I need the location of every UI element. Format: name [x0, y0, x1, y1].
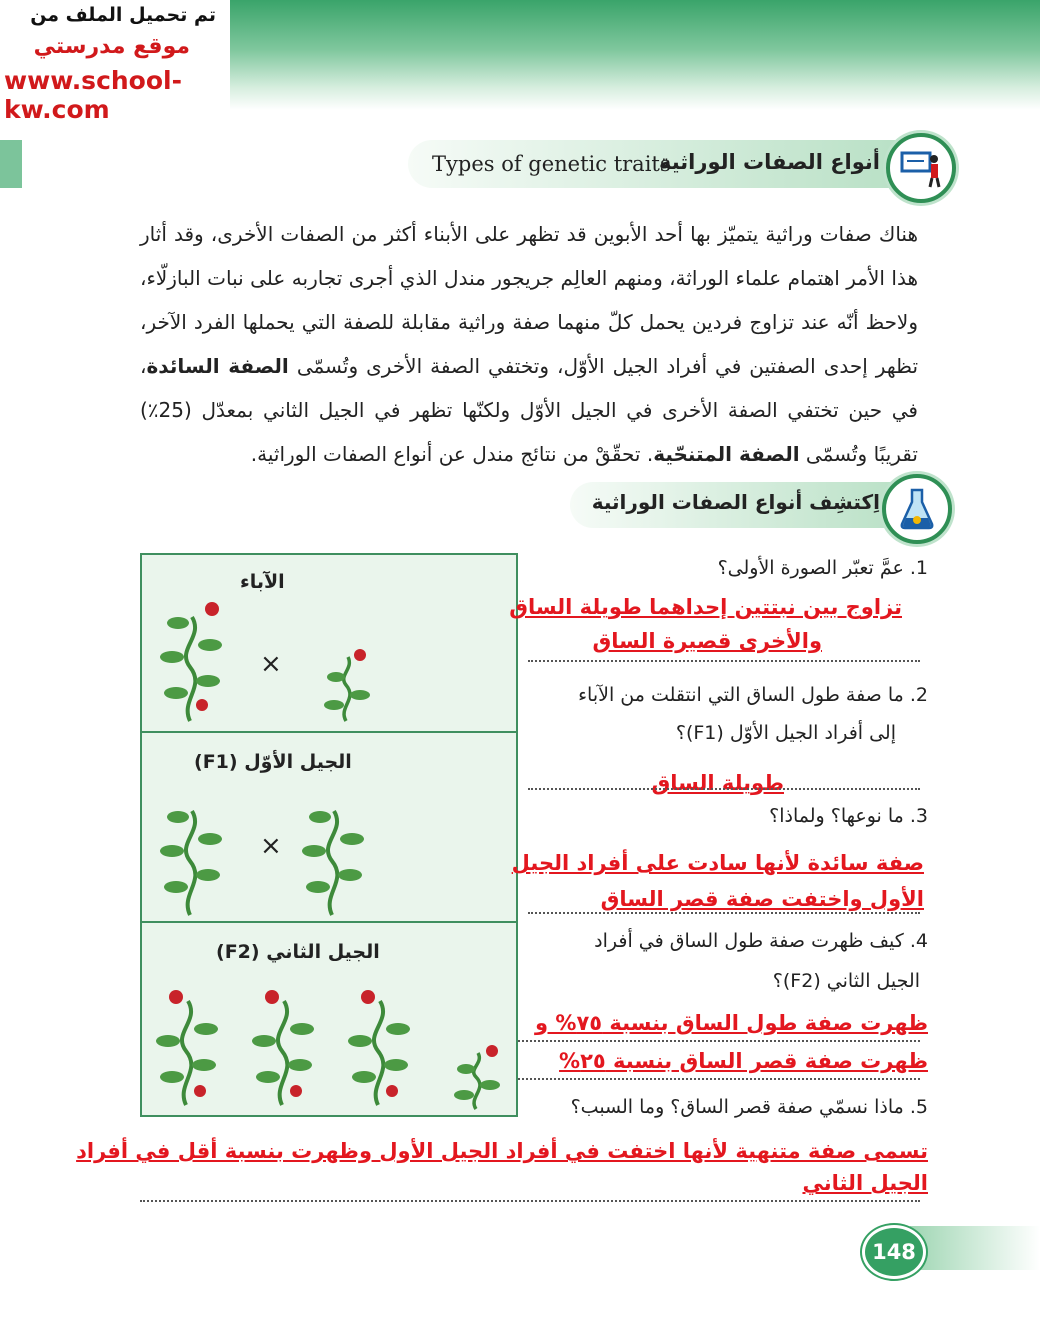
- answer-5-line-1: تسمى صفة متنهية لأنها اختفت في أفراد الجيل الأول وظهرت بنسبة أقل في أفراد: [76, 1139, 928, 1163]
- answer-line: [518, 1040, 920, 1042]
- paragraph-part-1: هناك صفات وراثية يتميّز بها أحد الأبوين قد تظهر على الأبناء أكثر من الصفات الأخرى، وقد أثار هذا الأمر اهتمام علماء الوراثة، ومنهم العالِم جريجور مندل الذي أجرى تجاربه على نبات البازلّاء، ولاحظ أنّه عند تزاوج فردين يحمل كلّ منهما صفة وراثية مقابلة للصفة التي يحملها الفرد الآخر، تظهر إحدى الصفتين في أفراد الجيل الأوّل، وتختفي الصفة الأخرى وتُسمّى: [140, 222, 919, 378]
- presenter-board-icon: [886, 133, 956, 203]
- answer-3-line-1: صفة سائدة لأنها سادت على أفراد الجيل: [511, 851, 924, 875]
- answer-3-line-2: الأول واختفت صفة قصر الساق: [600, 887, 924, 911]
- dominant-trait-term: الصفة السائدة: [146, 354, 289, 378]
- f1-tall-plant-icon: [150, 789, 242, 917]
- answer-line: [140, 1200, 920, 1202]
- watermark-line-2: موقع مدرستي: [33, 34, 190, 59]
- f2-short-plant-icon: [448, 1041, 508, 1111]
- section-title-ar: أنواع الصفات الوراثية: [658, 150, 880, 174]
- mendel-cross-figure: [140, 553, 518, 1117]
- f1-tall-plant-icon-2: [292, 789, 384, 917]
- tall-plant-icon: [150, 595, 242, 723]
- recessive-trait-term: الصفة المتنحّية: [653, 442, 800, 466]
- question-4-line-2: الجيل الثاني (F2)؟: [772, 970, 920, 992]
- f1-label: الجيل الأوّل (F1): [194, 751, 352, 773]
- answer-2: طويلة الساق: [651, 771, 784, 795]
- question-1: 1. عمَّ تعبّر الصورة الأولى؟: [717, 557, 928, 579]
- page-number-bar: [910, 1226, 1040, 1270]
- watermark: [0, 0, 230, 124]
- answer-line: [528, 912, 920, 914]
- cross-symbol: ×: [260, 649, 282, 679]
- discover-title: اِكتشِف أنواع الصفات الوراثية: [591, 490, 880, 514]
- question-4-line-1: 4. كيف ظهرت صفة طول الساق في أفراد: [594, 930, 928, 952]
- f2-tall-plant-icon-3: [338, 979, 430, 1107]
- f1-row: [142, 731, 516, 923]
- paragraph-part-3: . تحقّقْ من نتائج مندل عن أنواع الصفات الوراثية.: [250, 442, 654, 466]
- left-edge-tab: [0, 140, 22, 188]
- question-5: 5. ماذا نسمّي صفة قصر الساق؟ وما السبب؟: [570, 1096, 928, 1118]
- question-2-line-1: 2. ما صفة طول الساق التي انتقلت من الآباء: [578, 684, 928, 706]
- page-number: 148: [862, 1225, 926, 1279]
- answer-1-line-2: والأخرى قصيرة الساق: [592, 629, 822, 653]
- intro-paragraph: [140, 212, 918, 476]
- watermark-url[interactable]: www.school-kw.com: [4, 66, 182, 124]
- lab-flask-icon: [882, 474, 952, 544]
- answer-4-line-1: ظهرت صفة طول الساق بنسبة ٧٥% و: [535, 1011, 928, 1035]
- answer-5-line-2: الجيل الثاني: [802, 1171, 928, 1195]
- watermark-line-1: تم تحميل الملف من: [30, 4, 216, 26]
- answer-line: [528, 788, 920, 790]
- answer-line: [528, 660, 920, 662]
- parents-row: [142, 555, 516, 733]
- f2-tall-plant-icon-1: [146, 979, 238, 1107]
- answer-1-line-1: تزاوج بين نبتتين إحداهما طويلة الساق: [509, 595, 902, 619]
- f2-tall-plant-icon-2: [242, 979, 334, 1107]
- answer-4-line-2: ظهرت صفة قصر الساق بنسبة ٢٥%: [559, 1049, 928, 1073]
- f1-cross-symbol: ×: [260, 831, 282, 861]
- question-3: 3. ما نوعها؟ ولماذا؟: [769, 805, 928, 827]
- section-title-en: Types of genetic traits: [432, 152, 671, 176]
- answer-line: [518, 1078, 920, 1080]
- f2-row: [142, 921, 516, 1115]
- paragraph-part-2: ، في حين تختفي الصفة الأخرى في الجيل الأوّل ولكنّها تظهر في الجيل الثاني بمعدّل (25٪) تقريبًا وتُسمّى: [140, 354, 918, 466]
- short-plant-icon: [318, 645, 378, 723]
- parents-label: الآباء: [240, 571, 285, 593]
- question-2-line-2: إلى أفراد الجيل الأوّل (F1)؟: [675, 722, 896, 744]
- f2-label: الجيل الثاني (F2): [216, 941, 380, 963]
